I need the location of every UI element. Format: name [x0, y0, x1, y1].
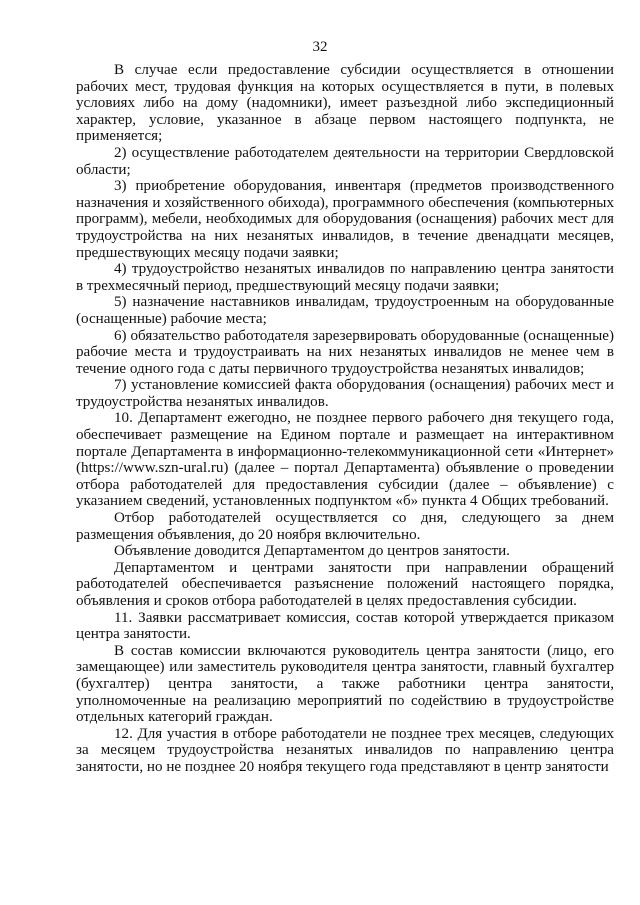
paragraph: 7) установление комиссией факта оборудования (оснащения) рабочих мест и трудоустройства незанятых инвалидов.: [76, 377, 614, 410]
paragraph: 5) назначение наставников инвалидам, трудоустроенным на оборудованные (оснащенные) рабочие места;: [76, 294, 614, 327]
paragraph: 10. Департамент ежегодно, не позднее первого рабочего дня текущего года, обеспечивает размещение на Едином портале и размещает на интерактивном портале Департамента в информационно-телекоммуникационной сети «Интернет» (https://www.szn-ural.ru) (далее – портал Департамента) объявление о проведении отбора работодателей для предоставления субсидии (далее – объявление) с указанием сведений, установленных подпунктом «б» пункта 4 Общих требований.: [76, 410, 614, 510]
document-body: [76, 62, 614, 776]
paragraph: 3) приобретение оборудования, инвентаря (предметов производственного назначения и хозяйственного обихода), программного обеспечения (компьютерных программ), мебели, необходимых для оборудования (оснащения) рабочих мест для трудоустройства на них незанятых инвалидов, в течение двенадцати месяцев, предшествующих месяцу подачи заявки;: [76, 178, 614, 261]
paragraph: Объявление доводится Департаментом до центров занятости.: [114, 543, 510, 560]
paragraph: В случае если предоставление субсидии осуществляется в отношении рабочих мест, трудовая функция на которых осуществляется в пути, в полевых условиях либо на дому (надомники), имеет разъездной либо экспедиционный характер, условие, указанное в абзаце первом настоящего подпункта, не применяется;: [76, 62, 614, 145]
paragraph: 12. Для участия в отборе работодатели не позднее трех месяцев, следующих за месяцем трудоустройства незанятых инвалидов по направлению центра занятости, но не позднее 20 ноября текущего года представляют в центр занятости: [76, 725, 614, 775]
paragraph: 4) трудоустройство незанятых инвалидов по направлению центра занятости в трехмесячный период, предшествующий месяцу подачи заявки;: [76, 261, 614, 294]
paragraph: 6) обязательство работодателя зарезервировать оборудованные (оснащенные) рабочие места и трудоустраивать на них незанятых инвалидов не менее чем в течение одного года с даты первичного трудоустройства незанятых инвалидов;: [76, 327, 614, 377]
paragraph: Департаментом и центрами занятости при направлении обращений работодателей обеспечивается разъяснение положений настоящего порядка, объявления и сроков отбора работодателей в целях предоставления субсидии.: [76, 559, 614, 609]
paragraph: В состав комиссии включаются руководитель центра занятости (лицо, его замещающее) или заместитель руководителя центра занятости, главный бухгалтер (бухгалтер) центра занятости, а также работники центра занятости, уполномоченные на реализацию мероприятий по содействию в трудоустройстве отдельных категорий граждан.: [76, 642, 614, 726]
paragraph: 11. Заявки рассматривает комиссия, состав которой утверждается приказом центра занятости.: [76, 609, 614, 643]
paragraph: Отбор работодателей осуществляется со дня, следующего за днем размещения объявления, до 20 ноября включительно.: [76, 510, 614, 543]
paragraph: 2) осуществление работодателем деятельности на территории Свердловской области;: [76, 144, 614, 178]
page-number: 32: [312, 39, 328, 55]
